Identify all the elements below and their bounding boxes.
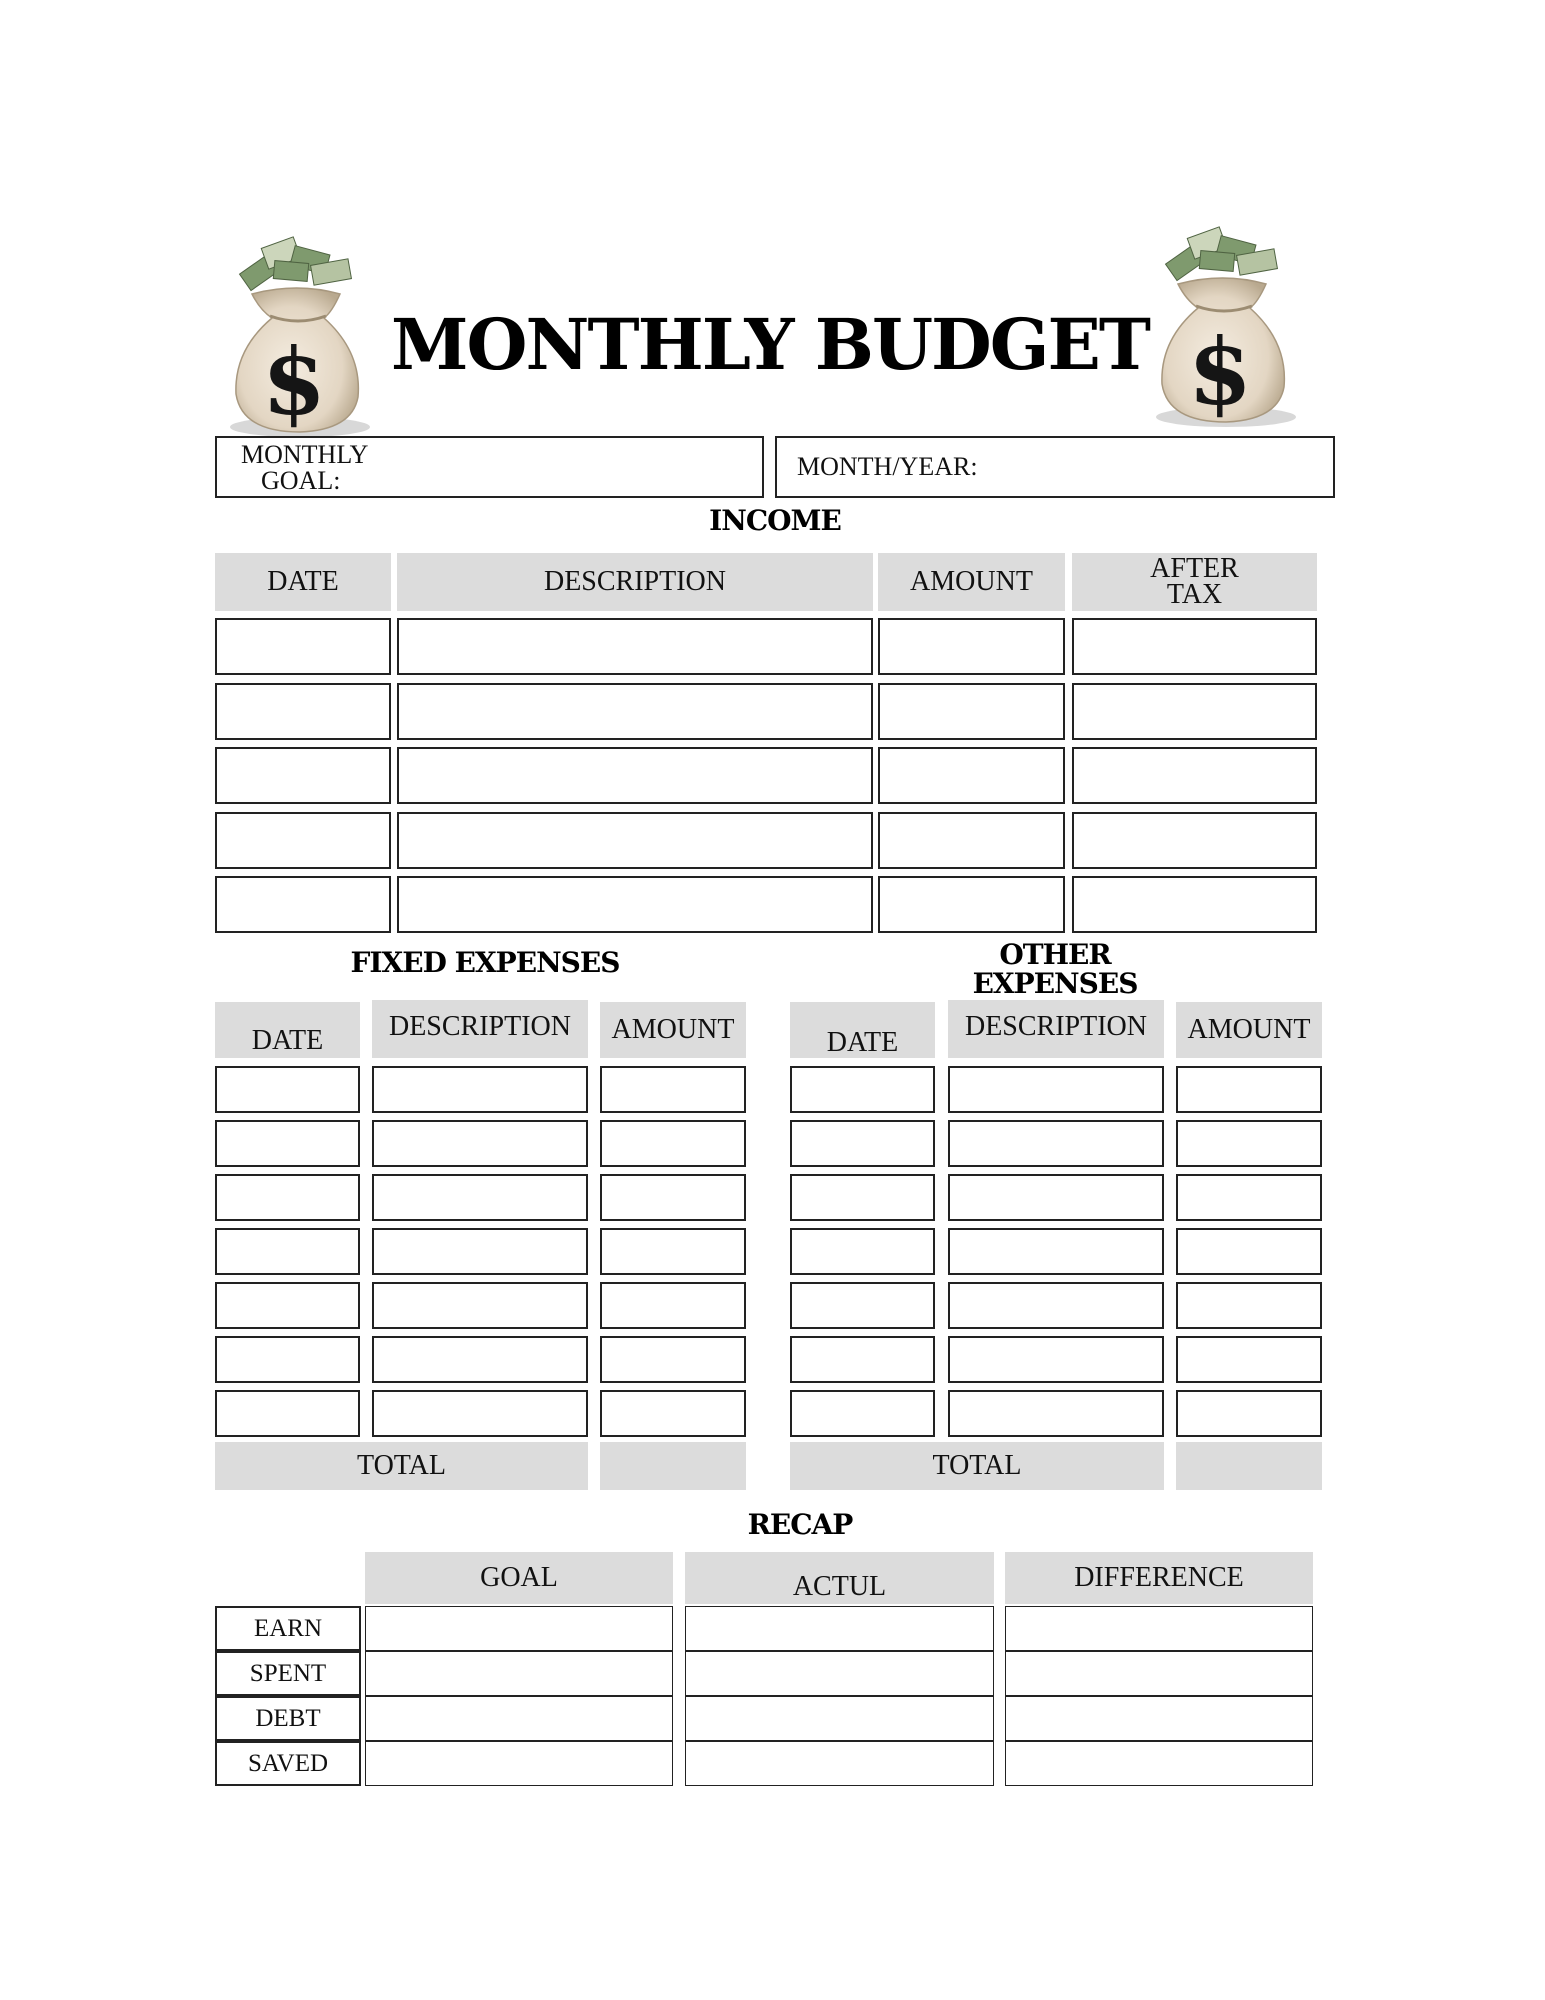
other-amount-cell[interactable] bbox=[1176, 1066, 1322, 1113]
svg-text:$: $ bbox=[1187, 318, 1253, 426]
recap-row-spent: SPENT bbox=[215, 1651, 361, 1696]
recap-goal-debt-cell[interactable] bbox=[365, 1696, 673, 1741]
recap-row-saved: SAVED bbox=[215, 1741, 361, 1786]
fixed-date-cell[interactable] bbox=[215, 1390, 360, 1437]
income-after-tax-header bbox=[1072, 553, 1317, 611]
fixed-amount-cell[interactable] bbox=[600, 1120, 746, 1167]
other-date-header: DATE bbox=[790, 1002, 935, 1058]
recap-actual-header: ACTUL bbox=[685, 1552, 994, 1604]
money-bag-icon bbox=[212, 222, 382, 442]
fixed-description-cell[interactable] bbox=[372, 1336, 588, 1383]
income-amount-cell[interactable] bbox=[878, 683, 1065, 740]
income-date-cell[interactable] bbox=[215, 812, 391, 869]
fixed-amount-cell[interactable] bbox=[600, 1066, 746, 1113]
fixed-amount-cell[interactable] bbox=[600, 1390, 746, 1437]
other-amount-cell[interactable] bbox=[1176, 1120, 1322, 1167]
income-date-cell[interactable] bbox=[215, 747, 391, 804]
recap-difference-spent-cell[interactable] bbox=[1005, 1651, 1313, 1696]
fixed-description-cell[interactable] bbox=[372, 1066, 588, 1113]
fixed-total-label: TOTAL bbox=[215, 1442, 588, 1490]
income-after-tax-cell[interactable] bbox=[1072, 876, 1317, 933]
other-total-value[interactable] bbox=[1176, 1442, 1322, 1490]
fixed-date-cell[interactable] bbox=[215, 1066, 360, 1113]
other-date-cell[interactable] bbox=[790, 1282, 935, 1329]
income-date-cell[interactable] bbox=[215, 618, 391, 675]
income-description-cell[interactable] bbox=[397, 618, 873, 675]
income-after-tax-cell[interactable] bbox=[1072, 683, 1317, 740]
recap-actual-spent-cell[interactable] bbox=[685, 1651, 994, 1696]
fixed-expenses-title: FIXED EXPENSES bbox=[350, 946, 620, 979]
income-title: INCOME bbox=[709, 504, 841, 537]
income-date-cell[interactable] bbox=[215, 683, 391, 740]
month-year-field[interactable] bbox=[775, 436, 1335, 498]
other-description-cell[interactable] bbox=[948, 1282, 1164, 1329]
other-date-cell[interactable] bbox=[790, 1228, 935, 1275]
income-description-cell[interactable] bbox=[397, 683, 873, 740]
income-after-tax-cell[interactable] bbox=[1072, 812, 1317, 869]
fixed-description-cell[interactable] bbox=[372, 1228, 588, 1275]
recap-actual-saved-cell[interactable] bbox=[685, 1741, 994, 1786]
other-amount-cell[interactable] bbox=[1176, 1282, 1322, 1329]
monthly-goal-label-line2: GOAL: bbox=[261, 466, 341, 495]
other-amount-cell[interactable] bbox=[1176, 1174, 1322, 1221]
money-bag-icon bbox=[1138, 212, 1308, 432]
fixed-description-cell[interactable] bbox=[372, 1390, 588, 1437]
recap-difference-header: DIFFERENCE bbox=[1005, 1552, 1313, 1604]
fixed-date-cell[interactable] bbox=[215, 1174, 360, 1221]
fixed-amount-cell[interactable] bbox=[600, 1228, 746, 1275]
monthly-goal-field[interactable] bbox=[215, 436, 764, 498]
fixed-date-cell[interactable] bbox=[215, 1336, 360, 1383]
income-after-tax-cell[interactable] bbox=[1072, 747, 1317, 804]
fixed-total-value[interactable] bbox=[600, 1442, 746, 1490]
recap-row-earn: EARN bbox=[215, 1606, 361, 1651]
recap-difference-debt-cell[interactable] bbox=[1005, 1696, 1313, 1741]
other-date-cell[interactable] bbox=[790, 1120, 935, 1167]
other-expenses-title-line2: EXPENSES bbox=[972, 967, 1138, 1000]
svg-text:$: $ bbox=[261, 328, 327, 436]
income-description-cell[interactable] bbox=[397, 812, 873, 869]
other-date-cell[interactable] bbox=[790, 1066, 935, 1113]
other-date-cell[interactable] bbox=[790, 1336, 935, 1383]
income-amount-cell[interactable] bbox=[878, 747, 1065, 804]
income-amount-header: AMOUNT bbox=[878, 553, 1065, 611]
income-description-cell[interactable] bbox=[397, 876, 873, 933]
income-date-cell[interactable] bbox=[215, 876, 391, 933]
fixed-description-header: DESCRIPTION bbox=[372, 1000, 588, 1058]
recap-title: RECAP bbox=[747, 1508, 853, 1541]
other-date-cell[interactable] bbox=[790, 1174, 935, 1221]
recap-actual-earn-cell[interactable] bbox=[685, 1606, 994, 1651]
after-tax-line2: TAX bbox=[1166, 579, 1223, 610]
fixed-description-cell[interactable] bbox=[372, 1174, 588, 1221]
other-date-cell[interactable] bbox=[790, 1390, 935, 1437]
fixed-amount-cell[interactable] bbox=[600, 1174, 746, 1221]
fixed-description-cell[interactable] bbox=[372, 1282, 588, 1329]
after-tax-line1: AFTER bbox=[1150, 553, 1239, 584]
recap-goal-spent-cell[interactable] bbox=[365, 1651, 673, 1696]
income-amount-cell[interactable] bbox=[878, 876, 1065, 933]
recap-row-debt: DEBT bbox=[215, 1696, 361, 1741]
income-after-tax-cell[interactable] bbox=[1072, 618, 1317, 675]
other-expenses-title-line1: OTHER bbox=[999, 938, 1111, 971]
other-description-cell[interactable] bbox=[948, 1336, 1164, 1383]
income-description-cell[interactable] bbox=[397, 747, 873, 804]
recap-actual-debt-cell[interactable] bbox=[685, 1696, 994, 1741]
other-amount-header: AMOUNT bbox=[1176, 1002, 1322, 1058]
other-total-label: TOTAL bbox=[790, 1442, 1164, 1490]
recap-difference-earn-cell[interactable] bbox=[1005, 1606, 1313, 1651]
other-amount-cell[interactable] bbox=[1176, 1228, 1322, 1275]
fixed-date-cell[interactable] bbox=[215, 1120, 360, 1167]
other-amount-cell[interactable] bbox=[1176, 1336, 1322, 1383]
other-description-header: DESCRIPTION bbox=[948, 1000, 1164, 1058]
recap-goal-saved-cell[interactable] bbox=[365, 1741, 673, 1786]
fixed-amount-cell[interactable] bbox=[600, 1336, 746, 1383]
recap-difference-saved-cell[interactable] bbox=[1005, 1741, 1313, 1786]
income-amount-cell[interactable] bbox=[878, 618, 1065, 675]
page-title: MONTHLY BUDGET bbox=[391, 303, 1149, 386]
income-date-header: DATE bbox=[215, 553, 391, 611]
income-description-header: DESCRIPTION bbox=[397, 553, 873, 611]
recap-label-column bbox=[215, 1606, 361, 1786]
month-year-label: MONTH/YEAR: bbox=[797, 452, 978, 481]
other-description-cell[interactable] bbox=[948, 1066, 1164, 1113]
fixed-description-cell[interactable] bbox=[372, 1120, 588, 1167]
other-description-cell[interactable] bbox=[948, 1174, 1164, 1221]
fixed-amount-header: AMOUNT bbox=[600, 1002, 746, 1058]
other-description-cell[interactable] bbox=[948, 1390, 1164, 1437]
recap-goal-earn-cell[interactable] bbox=[365, 1606, 673, 1651]
fixed-date-header: DATE bbox=[215, 1002, 360, 1058]
other-description-cell[interactable] bbox=[948, 1228, 1164, 1275]
income-amount-cell[interactable] bbox=[878, 812, 1065, 869]
monthly-goal-label-line1: MONTHLY bbox=[241, 440, 369, 469]
fixed-date-cell[interactable] bbox=[215, 1228, 360, 1275]
other-description-cell[interactable] bbox=[948, 1120, 1164, 1167]
fixed-amount-cell[interactable] bbox=[600, 1282, 746, 1329]
fixed-date-cell[interactable] bbox=[215, 1282, 360, 1329]
recap-goal-header: GOAL bbox=[365, 1552, 673, 1604]
other-amount-cell[interactable] bbox=[1176, 1390, 1322, 1437]
other-expenses-title bbox=[900, 940, 1210, 998]
